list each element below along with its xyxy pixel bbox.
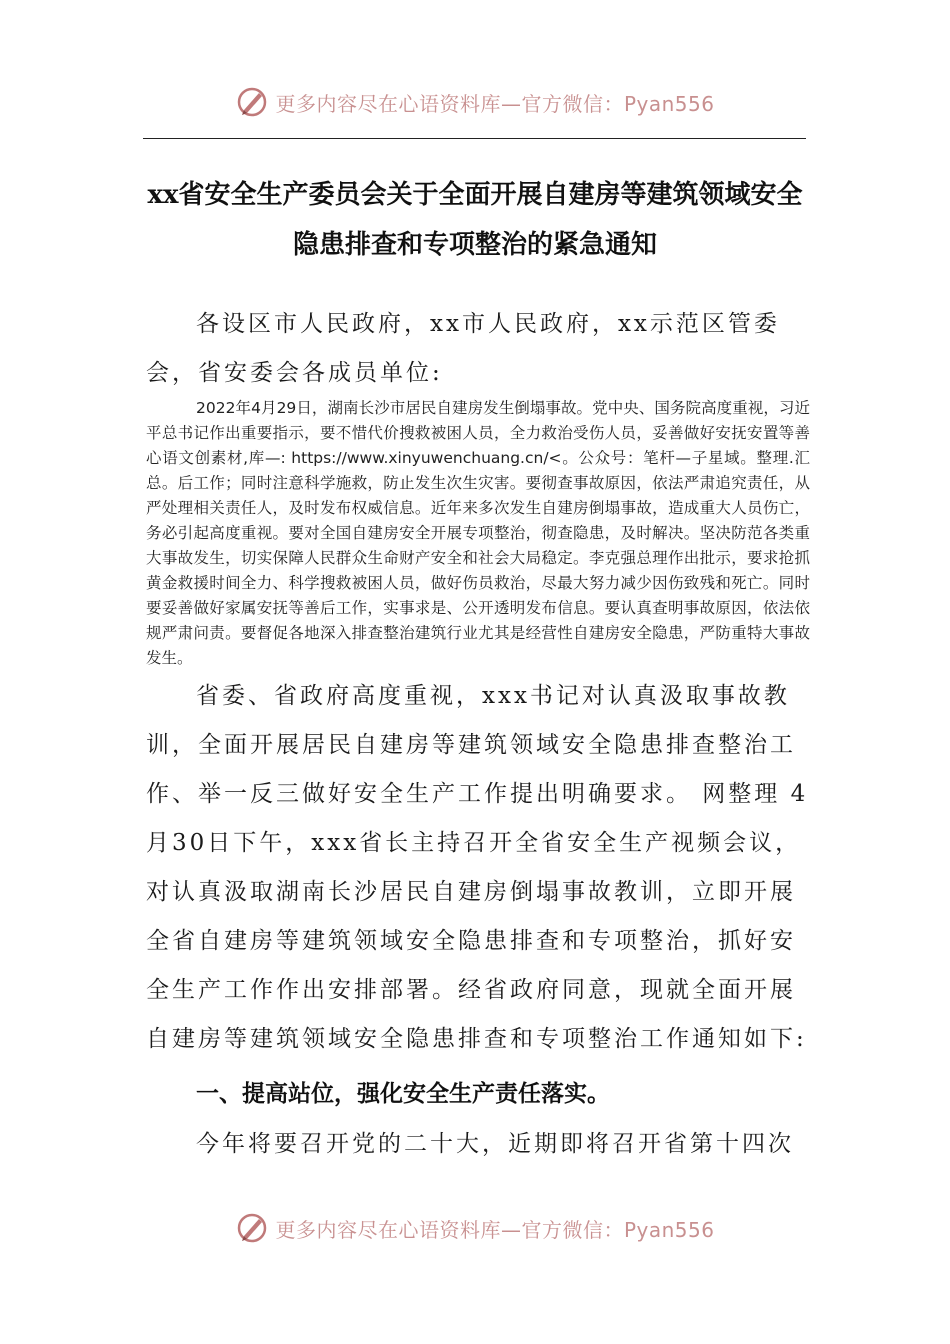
banner-text: 更多内容尽在心语资料库—官方微信：Pyan556 <box>275 91 715 116</box>
document-title-line-2: 隐患排查和专项整治的紧急通知 <box>292 230 657 260</box>
document-title-line-1: xx省安全生产委员会关于全面开展自建房等建筑领域安全 <box>147 180 803 210</box>
header-divider <box>143 138 806 139</box>
salutation: 各设区市人民政府，xx市人民政府，xx示范区管委会，省安委会各成员单位: <box>146 311 780 386</box>
last-line: 今年将要召开党的二十大，近期即将召开省第十四次 <box>196 1131 794 1157</box>
section-heading: 一、提高站位，强化安全生产责任落实。 <box>196 1081 610 1107</box>
pen-logo-icon <box>235 1211 269 1245</box>
main-paragraph: 省委、省政府高度重视，xxx书记对认真汲取事故教训，全面开展居民自建房等建筑领域安全隐患排查整治工作、举一反三做好安全生产工作提出明确要求。 网整理 4月30日下午，xxx省长主持召开全省安全生产视频会议，对认真汲取湖南长沙居民自建房倒塌事故教训，立即开展全省自建房等建筑领域安全隐患排查和专项整治，抓好安全生产工作作出安排部署。经省政府同意，现就全面开展自建房等建筑领域安全隐患排查和专项整治工作通知如下: <box>146 683 809 1052</box>
footer-banner <box>0 1208 950 1248</box>
banner-text: 更多内容尽在心语资料库—官方微信：Pyan556 <box>275 1217 715 1242</box>
background-paragraph: 2022年4月29日，湖南长沙市居民自建房发生倒塌事故。党中央、国务院高度重视，习近平总书记作出重要指示，要不惜代价搜救被困人员，全力救治受伤人员，妥善做好安抚安置等善心语文创素材,库—: https://www.xinyuwenchuang.cn/<。公众号：笔杆—子星域。整理.汇总。后工作；同时注意科学施救，防止发生次生灾害。要彻查事故原因，依法严肃追究责任，从严处理相关责任人，及时发布权威信息。近年来多次发生自建房倒塌事故，造成重大人员伤亡，务必引起高度重视。要对全国自建房安全开展专项整治，彻查隐患，及时解决。坚决防范各类重大事故发生，切实保障人民群众生命财产安全和社会大局稳定。李克强总理作出批示，要求抢抓黄金救援时间全力、科学搜救被困人员，做好伤员救治，尽最大努力减少因伤致残和死亡。同时要妥善做好家属安抚等善后工作，实事求是、公开透明发布信息。要认真查明事故原因，依法依规严肃问责。要督促各地深入排查整治建筑行业尤其是经营性自建房安全隐患，严防重特大事故发生。 <box>146 399 810 667</box>
header-banner <box>0 82 950 122</box>
pen-logo-icon <box>235 85 269 119</box>
